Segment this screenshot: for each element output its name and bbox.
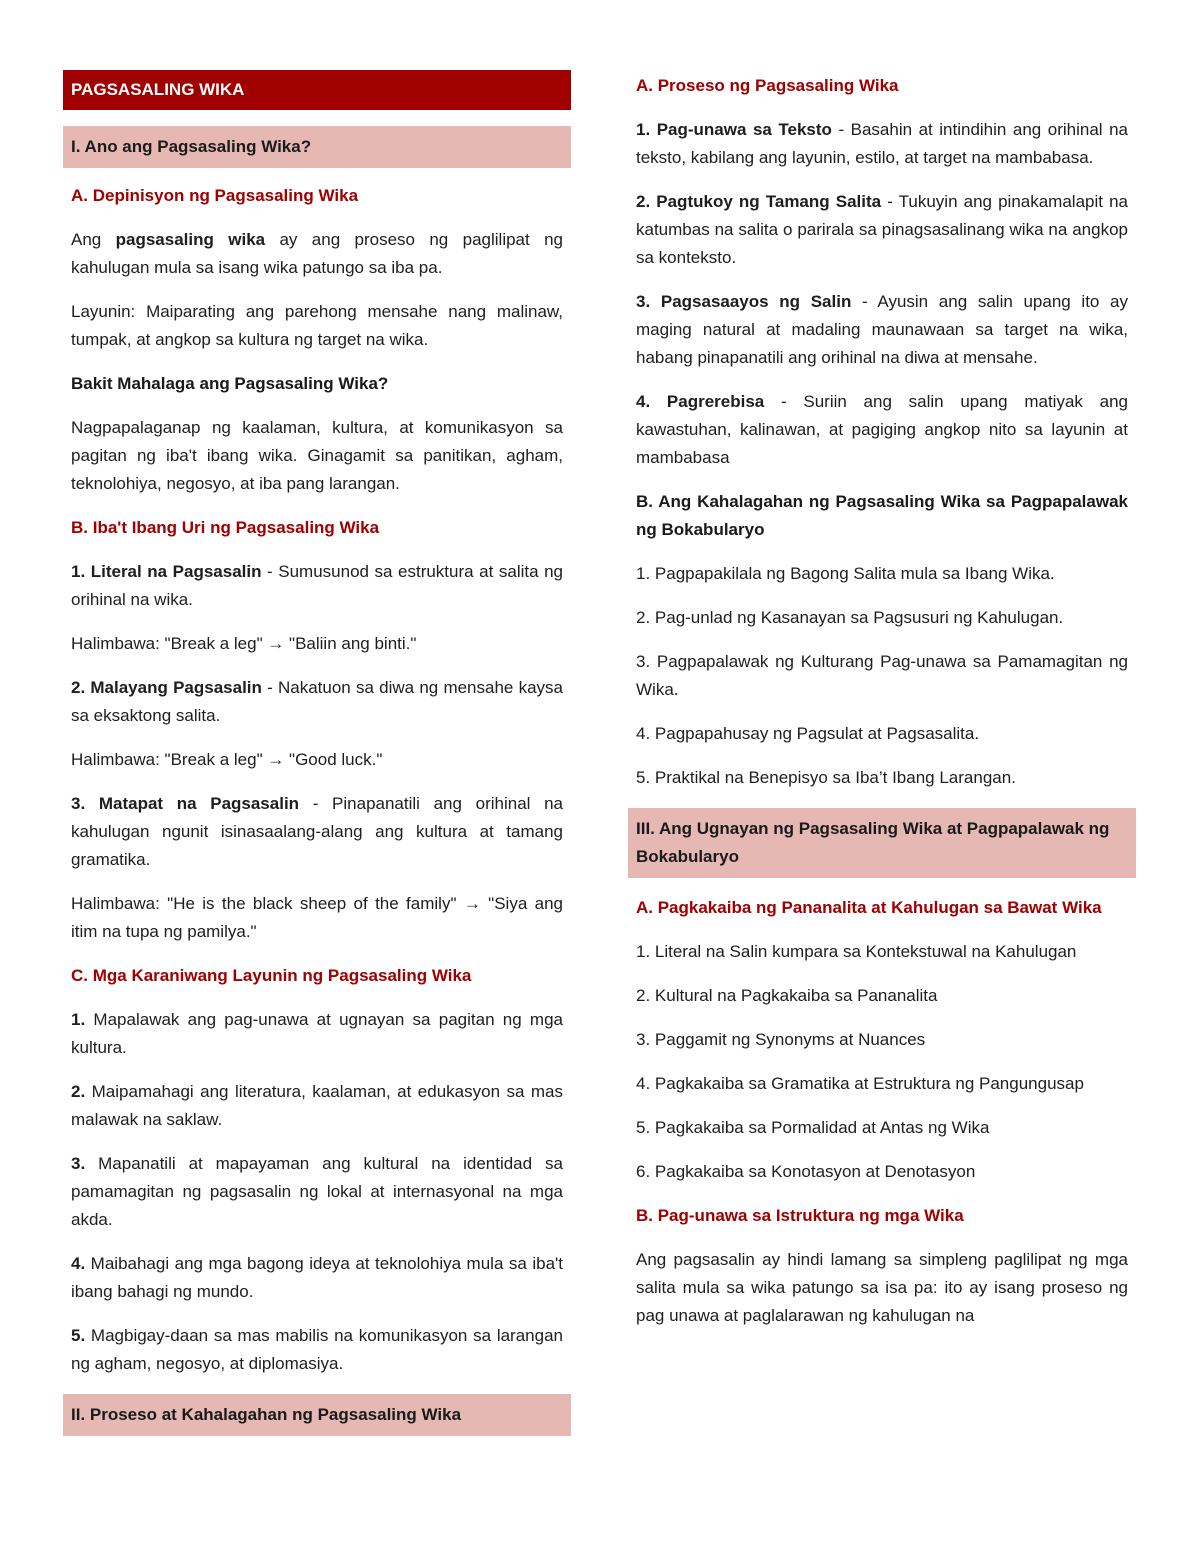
section-1-heading: I. Ano ang Pagsasaling Wika? (63, 126, 571, 168)
section-2-heading: II. Proseso at Kahalagahan ng Pagsasaling Wika (63, 1394, 571, 1436)
subheading-definition: A. Depinisyon ng Pagsasaling Wika (71, 186, 359, 205)
list-item: 1. Literal na Salin kumpara sa Kontekstuwal na Kahulugan (636, 942, 1077, 961)
list-item: 2. Maipamahagi ang literatura, kaalaman, at edukasyon sa mas malawak na saklaw. (71, 1082, 563, 1129)
list-item: 4. Pagpapahusay ng Pagsulat at Pagsasalita. (636, 724, 980, 743)
subheading-vocabulary-importance: B. Ang Kahalagahan ng Pagsasaling Wika sa Pagpapalawak ng Bokabularyo (636, 492, 1128, 539)
subheading-types: B. Iba't Ibang Uri ng Pagsasaling Wika (71, 518, 380, 537)
list-item: 3. Paggamit ng Synonyms at Nuances (636, 1030, 926, 1049)
right-column (628, 70, 1136, 1330)
list-item: 5. Magbigay-daan sa mas mabilis na komunikasyon sa larangan ng agham, negosyo, at diplomasiya. (71, 1326, 563, 1373)
subheading-process: A. Proseso ng Pagsasaling Wika (636, 76, 899, 95)
list-item: 2. Pag-unlad ng Kasanayan sa Pagsusuri ng Kahulugan. (636, 608, 1064, 627)
list-item: 5. Pagkakaiba sa Pormalidad at Antas ng Wika (636, 1118, 990, 1137)
list-item: 2. Kultural na Pagkakaiba sa Pananalita (636, 986, 938, 1005)
subheading-structure: B. Pag-unawa sa Istruktura ng mga Wika (636, 1206, 964, 1225)
process-step: 2. Pagtukoy ng Tamang Salita - Tukuyin ang pinakamalapit na katumbas na salita o parirala sa pinagsasalinang wika na angkop sa konteksto. (636, 192, 1128, 267)
type-matapat-example: Halimbawa: "He is the black sheep of the family" → "Siya ang itim na tupa ng pamilya." (71, 894, 563, 941)
list-item: 4. Pagkakaiba sa Gramatika at Estruktura ng Pangungusap (636, 1074, 1084, 1093)
subheading-objectives: C. Mga Karaniwang Layunin ng Pagsasaling Wika (71, 966, 472, 985)
type-literal-example: Halimbawa: "Break a leg" → "Baliin ang binti." (71, 634, 417, 653)
type-literal: 1. Literal na Pagsasalin - Sumusunod sa estruktura at salita ng orihinal na wika. (71, 562, 564, 609)
layunin-paragraph: Layunin: Maiparating ang parehong mensahe nang malinaw, tumpak, at angkop sa kultura ng target na wika. (71, 302, 563, 349)
process-step: 4. Pagrerebisa - Suriin ang salin upang matiyak ang kawastuhan, kalinawan, at pagiging angkop nito sa layunin at mambabasa (636, 392, 1128, 467)
list-item: 3. Mapanatili at mapayaman ang kultural na identidad sa pamamagitan ng pagsasalin ng lokal at internasyonal na mga akda. (71, 1154, 563, 1229)
type-malaya-example: Halimbawa: "Break a leg" → "Good luck." (71, 750, 383, 769)
definition-paragraph: Ang pagsasaling wika ay ang proseso ng paglilipat ng kahulugan mula sa isang wika patungo sa iba pa. (71, 230, 563, 277)
subheading-bakit: Bakit Mahalaga ang Pagsasaling Wika? (71, 374, 389, 393)
list-item: 5. Praktikal na Benepisyo sa Iba’t Ibang Larangan. (636, 768, 1016, 787)
subheading-differences: A. Pagkakaiba ng Pananalita at Kahulugan sa Bawat Wika (636, 898, 1102, 917)
bakit-paragraph: Nagpapalaganap ng kaalaman, kultura, at komunikasyon sa pagitan ng iba't ibang wika. Ginagamit sa panitikan, agham, teknolohiya, negosyo, at iba pang larangan. (71, 418, 563, 493)
structure-paragraph: Ang pagsasalin ay hindi lamang sa simpleng paglilipat ng mga salita mula sa wika patungo sa isa pa: ito ay isang proseso ng pag unawa at paglalarawan ng kahulugan na (636, 1250, 1128, 1325)
list-item: 1. Mapalawak ang pag-unawa at ugnayan sa pagitan ng mga kultura. (71, 1010, 563, 1057)
list-item: 1. Pagpapakilala ng Bagong Salita mula sa Ibang Wika. (636, 564, 1055, 583)
section-3-heading: III. Ang Ugnayan ng Pagsasaling Wika at Pagpapalawak ng Bokabularyo (628, 808, 1136, 878)
process-step: 1. Pag-unawa sa Teksto - Basahin at intindihin ang orihinal na teksto, kabilang ang layunin, estilo, at target na mambabasa. (636, 120, 1128, 167)
left-column (63, 70, 571, 1436)
process-step: 3. Pagsasaayos ng Salin - Ayusin ang salin upang ito ay maging natural at madaling maunawaan sa target na wika, habang pinapanatili ang orihinal na diwa at mensahe. (636, 292, 1129, 367)
list-item: 4. Maibahagi ang mga bagong ideya at teknolohiya mula sa iba't ibang bahagi ng mundo. (71, 1254, 563, 1301)
list-item: 3. Pagpapalawak ng Kulturang Pag-unawa sa Pamamagitan ng Wika. (636, 652, 1128, 699)
list-item: 6. Pagkakaiba sa Konotasyon at Denotasyon (636, 1162, 976, 1181)
type-malaya: 2. Malayang Pagsasalin - Nakatuon sa diwa ng mensahe kaysa sa eksaktong salita. (71, 678, 563, 725)
type-matapat: 3. Matapat na Pagsasalin - Pinapanatili ang orihinal na kahulugan ngunit isinasaalang-alang ang kultura at tamang gramatika. (71, 794, 563, 869)
document-title-banner: PAGSASALING WIKA (63, 70, 571, 110)
